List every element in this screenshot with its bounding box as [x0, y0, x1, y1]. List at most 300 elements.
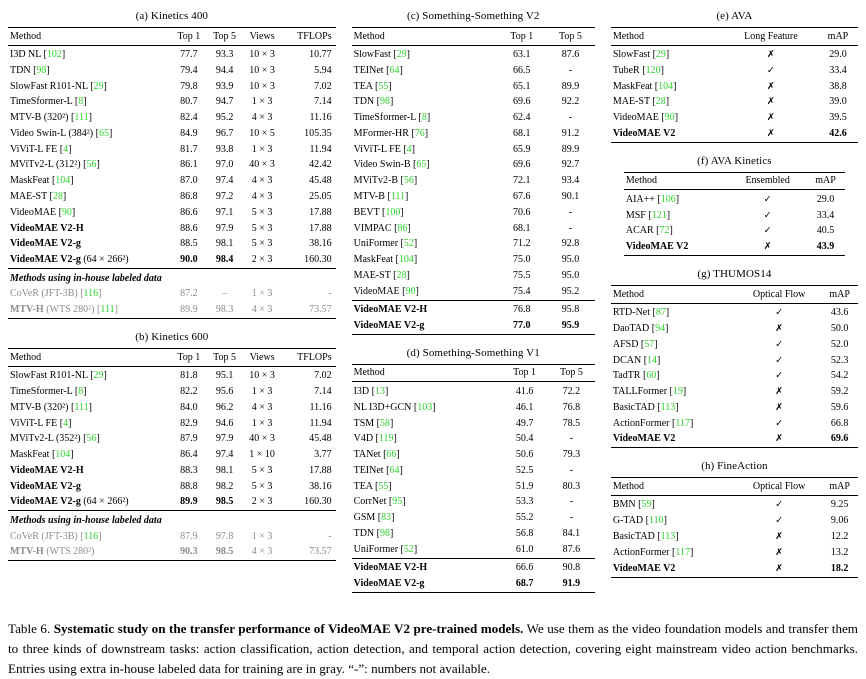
table-row — [352, 173, 595, 189]
table-row — [352, 189, 595, 205]
value-cell: 2 × 3 — [251, 496, 273, 508]
column-header: mAP — [818, 28, 858, 46]
value-cell: 87.9 — [180, 530, 198, 542]
value-cell: 88.5 — [180, 238, 198, 250]
value-cell: 73.57 — [309, 546, 332, 558]
table-row — [8, 432, 336, 448]
method-cell: MaskFeat [104] — [10, 449, 74, 461]
citation-ref[interactable]: 64 — [389, 464, 400, 476]
value-cell: 5 × 3 — [251, 480, 273, 492]
citation-ref[interactable]: 66 — [386, 449, 397, 461]
value-cell: 98.4 — [215, 254, 234, 266]
citation-ref[interactable]: 104 — [55, 175, 71, 187]
citation-ref[interactable]: 98 — [380, 96, 390, 108]
table-row — [8, 158, 336, 174]
value-cell: 69.6 — [513, 159, 531, 171]
method-cell — [8, 237, 171, 253]
value-cell: 84.9 — [180, 127, 198, 139]
table-row — [611, 45, 858, 63]
table-row — [352, 79, 595, 95]
method-name: MViTv2-L (352²) — [10, 433, 81, 445]
value-cell: 88.3 — [180, 464, 198, 476]
citation-ref[interactable]: 4 — [63, 143, 69, 155]
citation-ref[interactable]: 86 — [397, 222, 408, 234]
citation-ref[interactable]: 56 — [403, 175, 414, 187]
method-name: TSM — [353, 417, 375, 429]
value-cell: 93.3 — [215, 49, 234, 60]
value-cell: - — [568, 112, 573, 124]
table-row — [352, 158, 595, 174]
table-header — [8, 28, 336, 46]
citation-ref[interactable]: 60 — [646, 370, 657, 382]
method-cell: ViViT-L FE [4] — [10, 143, 72, 155]
method-name: MaskFeat — [353, 254, 394, 266]
table-row — [611, 495, 858, 513]
method-name: TEINet — [353, 464, 384, 476]
citation-ref[interactable]: 55 — [378, 80, 389, 92]
value-cell: 40 × 3 — [249, 159, 275, 171]
citation-ref[interactable]: 94 — [655, 323, 666, 334]
method-name: AIA++ — [625, 193, 655, 205]
value-cell: 4 × 3 — [251, 304, 273, 316]
value-cell: 55.2 — [515, 512, 534, 524]
value-cell: 63.1 — [513, 49, 531, 60]
table-row — [8, 79, 336, 95]
value-cell: 97.1 — [215, 206, 234, 218]
citation-ref[interactable]: 106 — [660, 193, 676, 205]
value-cell: 18.2 — [830, 562, 849, 574]
value-cell: 88.8 — [180, 480, 198, 492]
citation-ref[interactable]: 98 — [36, 64, 47, 76]
value-cell: 68.1 — [513, 127, 531, 139]
citation-ref[interactable]: 65 — [98, 127, 109, 139]
citation-ref[interactable]: 19 — [672, 386, 683, 398]
value-cell: 66.5 — [513, 64, 531, 76]
value-cell: 95.8 — [546, 300, 595, 318]
table-row — [352, 95, 595, 111]
method-name: AFSD — [612, 338, 639, 350]
citation-ref[interactable]: 100 — [385, 206, 401, 218]
table-row — [8, 110, 336, 126]
value-cell: 53.3 — [515, 496, 534, 508]
citation-ref[interactable]: 4 — [63, 417, 69, 429]
cross-icon: ✗ — [766, 49, 775, 60]
check-icon: ✓ — [763, 225, 772, 237]
method-name: TDN — [353, 528, 375, 539]
value-cell: 11.94 — [309, 143, 332, 155]
value-cell: 68.1 — [513, 222, 531, 234]
value-cell: 105.35 — [304, 127, 332, 139]
value-cell: 72.1 — [513, 175, 531, 187]
method-name: VideoMAE — [612, 112, 659, 124]
value-cell — [724, 79, 818, 95]
citation-ref[interactable]: 90 — [405, 285, 416, 297]
table-caption — [8, 619, 858, 679]
citation-ref[interactable]: 64 — [389, 64, 400, 76]
method-cell — [8, 252, 171, 268]
column-header: Optical Flow — [737, 478, 821, 496]
citation-ref[interactable]: 111 — [390, 191, 406, 203]
citation-ref[interactable]: 76 — [414, 127, 425, 139]
table-row — [8, 529, 336, 545]
value-cell: 54.2 — [830, 370, 849, 382]
citation-ref[interactable]: 55 — [378, 480, 389, 492]
value-cell: 76.8 — [497, 300, 546, 318]
method-name: MTV-H — [10, 304, 44, 316]
table-row — [352, 205, 595, 221]
value-cell: - — [328, 530, 332, 542]
value-cell — [724, 45, 818, 63]
method-cell: SlowFast R101-NL [29] — [10, 370, 107, 382]
method-name: SlowFast — [353, 49, 391, 60]
citation-ref[interactable]: 8 — [78, 96, 84, 108]
table-header — [352, 364, 595, 382]
value-cell: - — [568, 222, 573, 234]
value-cell: 10.77 — [309, 49, 332, 60]
table-row — [352, 237, 595, 253]
value-cell: 77.7 — [180, 49, 198, 60]
column-header: mAP — [821, 286, 858, 304]
table-title-c: (c) Something-Something V2 — [406, 10, 540, 22]
method-cell: MFormer-HR [76] — [353, 127, 429, 139]
citation-ref[interactable]: 8 — [78, 385, 84, 397]
method-name: ViViT-L FE — [10, 417, 58, 429]
method-cell: BEVT [100] — [353, 206, 404, 218]
citation-ref[interactable]: 102 — [46, 49, 62, 60]
column-header: Method — [352, 28, 498, 46]
table-row — [352, 463, 595, 479]
table-row — [624, 239, 845, 255]
value-cell — [729, 208, 806, 224]
table-row — [611, 513, 858, 529]
table-row — [8, 495, 336, 511]
value-cell: 33.4 — [829, 64, 847, 76]
citation-ref[interactable]: 111 — [74, 112, 89, 124]
check-icon: ✓ — [775, 307, 784, 319]
cross-icon: ✗ — [766, 80, 775, 92]
value-cell: 1 × 3 — [251, 96, 273, 108]
citation-ref[interactable]: 117 — [675, 417, 690, 429]
value-cell: 45.48 — [309, 433, 332, 445]
table-ava-kinetics — [611, 155, 858, 256]
method-cell: CorrNet [95] — [353, 496, 406, 508]
method-name: TEINet — [353, 64, 384, 76]
table-row — [352, 268, 595, 284]
column-header: Top 1 — [171, 28, 207, 46]
value-cell: 10 × 3 — [249, 64, 275, 76]
method-name: ViViT-L FE — [353, 143, 401, 155]
method-cell: I3D NL [102] — [10, 49, 66, 60]
method-name: TDN — [10, 64, 31, 76]
value-cell: 1 × 10 — [249, 449, 275, 461]
column-header: TFLOPs — [282, 28, 336, 46]
method-cell: TEINet [64] — [353, 64, 403, 76]
citation-ref[interactable]: 8 — [421, 112, 427, 124]
table-row — [611, 79, 858, 95]
citation-ref[interactable]: 52 — [403, 543, 414, 555]
method-cell — [611, 126, 724, 142]
method-name: Video Swin-B — [353, 159, 411, 171]
value-cell: 62.4 — [513, 112, 531, 124]
table-row — [352, 432, 595, 448]
method-cell: TubeR [120] — [612, 64, 664, 76]
value-cell: 80.3 — [562, 480, 581, 492]
value-cell: 29.0 — [829, 49, 847, 60]
value-cell: 82.9 — [180, 417, 198, 429]
method-name: MTV-B — [353, 191, 385, 203]
table-header — [611, 28, 858, 46]
citation-ref[interactable]: 29 — [93, 370, 104, 382]
value-cell: 87.6 — [561, 49, 580, 60]
citation-ref[interactable]: 119 — [378, 433, 394, 445]
value-cell: 11.16 — [309, 112, 332, 124]
cross-icon: ✗ — [775, 562, 784, 574]
table-header — [611, 286, 858, 304]
method-name: MAE-ST — [10, 191, 48, 203]
check-icon: ✓ — [775, 338, 784, 350]
table-title-f: (f) AVA Kinetics — [697, 154, 772, 167]
method-name: VideoMAE V2-g — [10, 496, 81, 508]
value-cell: 68.7 — [515, 578, 534, 590]
value-cell: 94.7 — [215, 96, 234, 108]
citation-ref[interactable]: 4 — [406, 143, 412, 155]
value-cell: 91.9 — [562, 578, 581, 590]
value-cell: 56.8 — [515, 528, 534, 539]
value-cell: 81.7 — [180, 143, 198, 155]
value-cell: 98.1 — [215, 464, 234, 476]
method-name: TANet — [353, 449, 381, 461]
value-cell: 43.6 — [830, 307, 849, 319]
table-row — [611, 432, 858, 448]
value-cell: 2 × 3 — [251, 254, 273, 266]
method-name: VideoMAE V2 — [612, 562, 676, 574]
method-name: MSF — [625, 209, 646, 221]
citation-ref[interactable]: 110 — [649, 515, 664, 527]
value-cell: 75.0 — [513, 254, 531, 266]
value-cell: 97.4 — [215, 175, 234, 187]
value-cell: 89.9 — [561, 143, 580, 155]
method-name: ACAR — [625, 225, 654, 237]
value-cell: 86.4 — [180, 449, 198, 461]
value-cell: - — [328, 288, 332, 300]
method-name: ActionFormer — [612, 417, 670, 429]
value-cell: 90.0 — [180, 254, 198, 266]
column-right — [611, 10, 858, 590]
method-cell — [352, 558, 502, 576]
value-cell: 50.6 — [515, 449, 534, 461]
method-name: VideoMAE V2-g — [353, 319, 425, 331]
citation-ref[interactable]: 98 — [380, 528, 390, 539]
table-row — [8, 173, 336, 189]
citation-ref[interactable]: 117 — [675, 546, 690, 558]
value-cell: 93.9 — [215, 80, 234, 92]
value-cell: 5 × 3 — [251, 464, 273, 476]
value-cell: 11.16 — [309, 401, 332, 413]
citation-ref[interactable]: 116 — [83, 530, 99, 542]
column-header: Top 5 — [207, 349, 243, 367]
value-cell: 4 × 3 — [251, 191, 273, 203]
value-cell: 9.06 — [830, 515, 849, 527]
value-cell: 98.1 — [215, 238, 234, 250]
value-cell: 160.30 — [304, 254, 332, 266]
value-cell: 72.2 — [562, 385, 581, 397]
value-cell: 38.16 — [309, 480, 332, 492]
citation-ref[interactable]: 104 — [55, 449, 71, 461]
method-cell: NL I3D+GCN [103] — [353, 401, 436, 413]
method-name: VideoMAE V2-H — [353, 304, 428, 316]
table-row — [8, 237, 336, 253]
method-name: VideoMAE V2-g — [353, 578, 425, 590]
value-cell — [729, 239, 806, 255]
check-icon: ✓ — [775, 354, 784, 366]
value-cell: 97.9 — [215, 433, 234, 445]
column-header: Method — [8, 28, 171, 46]
section-label: Methods using in-house labeled data — [8, 269, 336, 287]
citation-ref[interactable]: 116 — [83, 288, 99, 300]
value-cell — [724, 110, 818, 126]
citation-ref[interactable]: 104 — [658, 80, 674, 92]
value-cell — [737, 303, 821, 321]
value-cell: 10 × 3 — [249, 80, 275, 92]
method-cell: GSM [83] — [353, 512, 395, 524]
value-cell: 98.5 — [215, 546, 234, 558]
citation-ref[interactable]: 87 — [655, 307, 666, 319]
citation-ref[interactable]: 90 — [664, 112, 675, 124]
citation-ref[interactable]: 29 — [396, 49, 407, 60]
method-cell: TSM [58] — [353, 417, 394, 429]
citation-ref[interactable]: 72 — [659, 225, 670, 237]
value-cell: 95.2 — [215, 112, 234, 124]
table-title-e: (e) AVA — [716, 10, 753, 22]
check-icon: ✓ — [775, 499, 784, 511]
value-cell: 5 × 3 — [251, 222, 273, 234]
citation-ref[interactable]: 57 — [644, 338, 655, 350]
table-row — [352, 45, 595, 63]
citation-ref[interactable]: 58 — [380, 417, 390, 429]
method-cell: TimeSformer-L [8] — [353, 112, 431, 124]
method-name: SlowFast R101-NL — [10, 80, 88, 92]
citation-ref[interactable]: 59 — [641, 499, 652, 511]
value-cell: 98.2 — [215, 480, 234, 492]
citation-ref[interactable]: 103 — [417, 401, 433, 413]
value-cell — [737, 561, 821, 577]
caption-bold-title: Systematic study on the transfer performance of VideoMAE V2 pre-trained models. — [53, 621, 524, 637]
value-cell: 71.2 — [513, 238, 531, 250]
value-cell: 79.3 — [562, 449, 581, 461]
table-columns — [8, 10, 858, 605]
value-cell: 79.8 — [180, 80, 198, 92]
cross-icon: ✗ — [763, 241, 772, 253]
citation-ref[interactable]: 29 — [93, 80, 104, 92]
value-cell: 97.4 — [215, 449, 234, 461]
value-cell: 3.77 — [314, 449, 332, 461]
method-cell: MAE-ST [28] — [612, 96, 670, 108]
table-row — [611, 400, 858, 416]
table-row — [352, 447, 595, 463]
method-name: VideoMAE V2-g — [10, 480, 81, 492]
method-cell: TANet [66] — [353, 449, 400, 461]
citation-ref[interactable]: 121 — [651, 209, 667, 221]
method-cell: UniFormer [52] — [353, 238, 418, 250]
citation-ref[interactable]: 111 — [100, 304, 115, 316]
method-cell: TimeSformer-L [8] — [10, 385, 87, 397]
table-row — [8, 366, 336, 384]
method-cell: MaskFeat [104] — [612, 80, 677, 92]
value-cell: 82.2 — [180, 385, 198, 397]
citation-ref[interactable]: 28 — [655, 96, 666, 108]
method-name: TubeR — [612, 64, 640, 76]
value-cell: 95.9 — [561, 319, 580, 331]
method-name: CorrNet — [353, 496, 387, 508]
method-cell: Video Swin-L (384²) [65] — [10, 127, 113, 139]
value-cell: 82.4 — [180, 112, 198, 124]
citation-ref[interactable]: 14 — [647, 354, 658, 366]
value-cell: 46.1 — [515, 401, 534, 413]
method-name: VideoMAE V2-H — [10, 464, 84, 476]
method-name: NL I3D+GCN — [353, 401, 412, 413]
citation-ref[interactable]: 28 — [52, 191, 63, 203]
citation-ref[interactable]: 13 — [375, 385, 385, 397]
cross-icon: ✗ — [775, 531, 784, 543]
column-header: Views — [242, 349, 281, 367]
method-cell — [8, 545, 171, 561]
citation-ref[interactable]: 113 — [660, 531, 676, 543]
citation-ref[interactable]: 65 — [416, 159, 427, 171]
column-header: Method — [611, 478, 737, 496]
value-cell: 7.02 — [314, 370, 332, 382]
table-body-group — [352, 300, 595, 334]
citation-ref[interactable]: 52 — [403, 238, 414, 250]
citation-ref[interactable]: 95 — [392, 496, 403, 508]
method-name: BMN — [612, 499, 636, 511]
check-icon: ✓ — [775, 515, 784, 527]
table-something-something-v2 — [352, 10, 595, 335]
method-cell: TadTR [60] — [612, 370, 660, 382]
citation-ref[interactable]: 104 — [398, 254, 414, 266]
method-cell: BasicTAD [113] — [612, 531, 679, 543]
method-name: V4D — [353, 433, 374, 445]
table-row — [352, 63, 595, 79]
method-name: TimeSformer-L — [353, 112, 416, 124]
table-row — [611, 337, 858, 353]
citation-ref[interactable]: 28 — [396, 269, 407, 281]
method-cell: SlowFast R101-NL [29] — [10, 80, 107, 92]
table-body-group — [352, 45, 595, 300]
header-row — [611, 28, 858, 46]
citation-ref[interactable]: 83 — [381, 512, 392, 524]
method-cell: MTV-H (WTS 280²) [111] — [10, 304, 118, 316]
column-header: Method — [611, 28, 724, 46]
value-cell: 33.4 — [816, 209, 835, 221]
citation-ref[interactable]: 29 — [655, 49, 666, 60]
value-cell: 86.8 — [180, 191, 198, 203]
citation-ref[interactable]: 113 — [660, 401, 676, 413]
method-cell: DaoTAD [94] — [612, 323, 669, 334]
method-cell: AIA++ [106] — [625, 193, 680, 205]
citation-ref[interactable]: 111 — [74, 401, 89, 413]
value-cell: 45.48 — [309, 175, 332, 187]
citation-ref[interactable]: 120 — [645, 64, 661, 76]
citation-ref[interactable]: 56 — [86, 159, 97, 171]
column-header: Method — [611, 286, 737, 304]
table-something-something-v1 — [352, 347, 595, 593]
citation-ref[interactable]: 90 — [61, 206, 72, 218]
value-cell — [724, 126, 818, 142]
data-table-c — [352, 27, 595, 335]
value-cell: 96.7 — [215, 127, 234, 139]
value-cell: 79.4 — [180, 64, 198, 76]
citation-ref[interactable]: 56 — [86, 433, 97, 445]
